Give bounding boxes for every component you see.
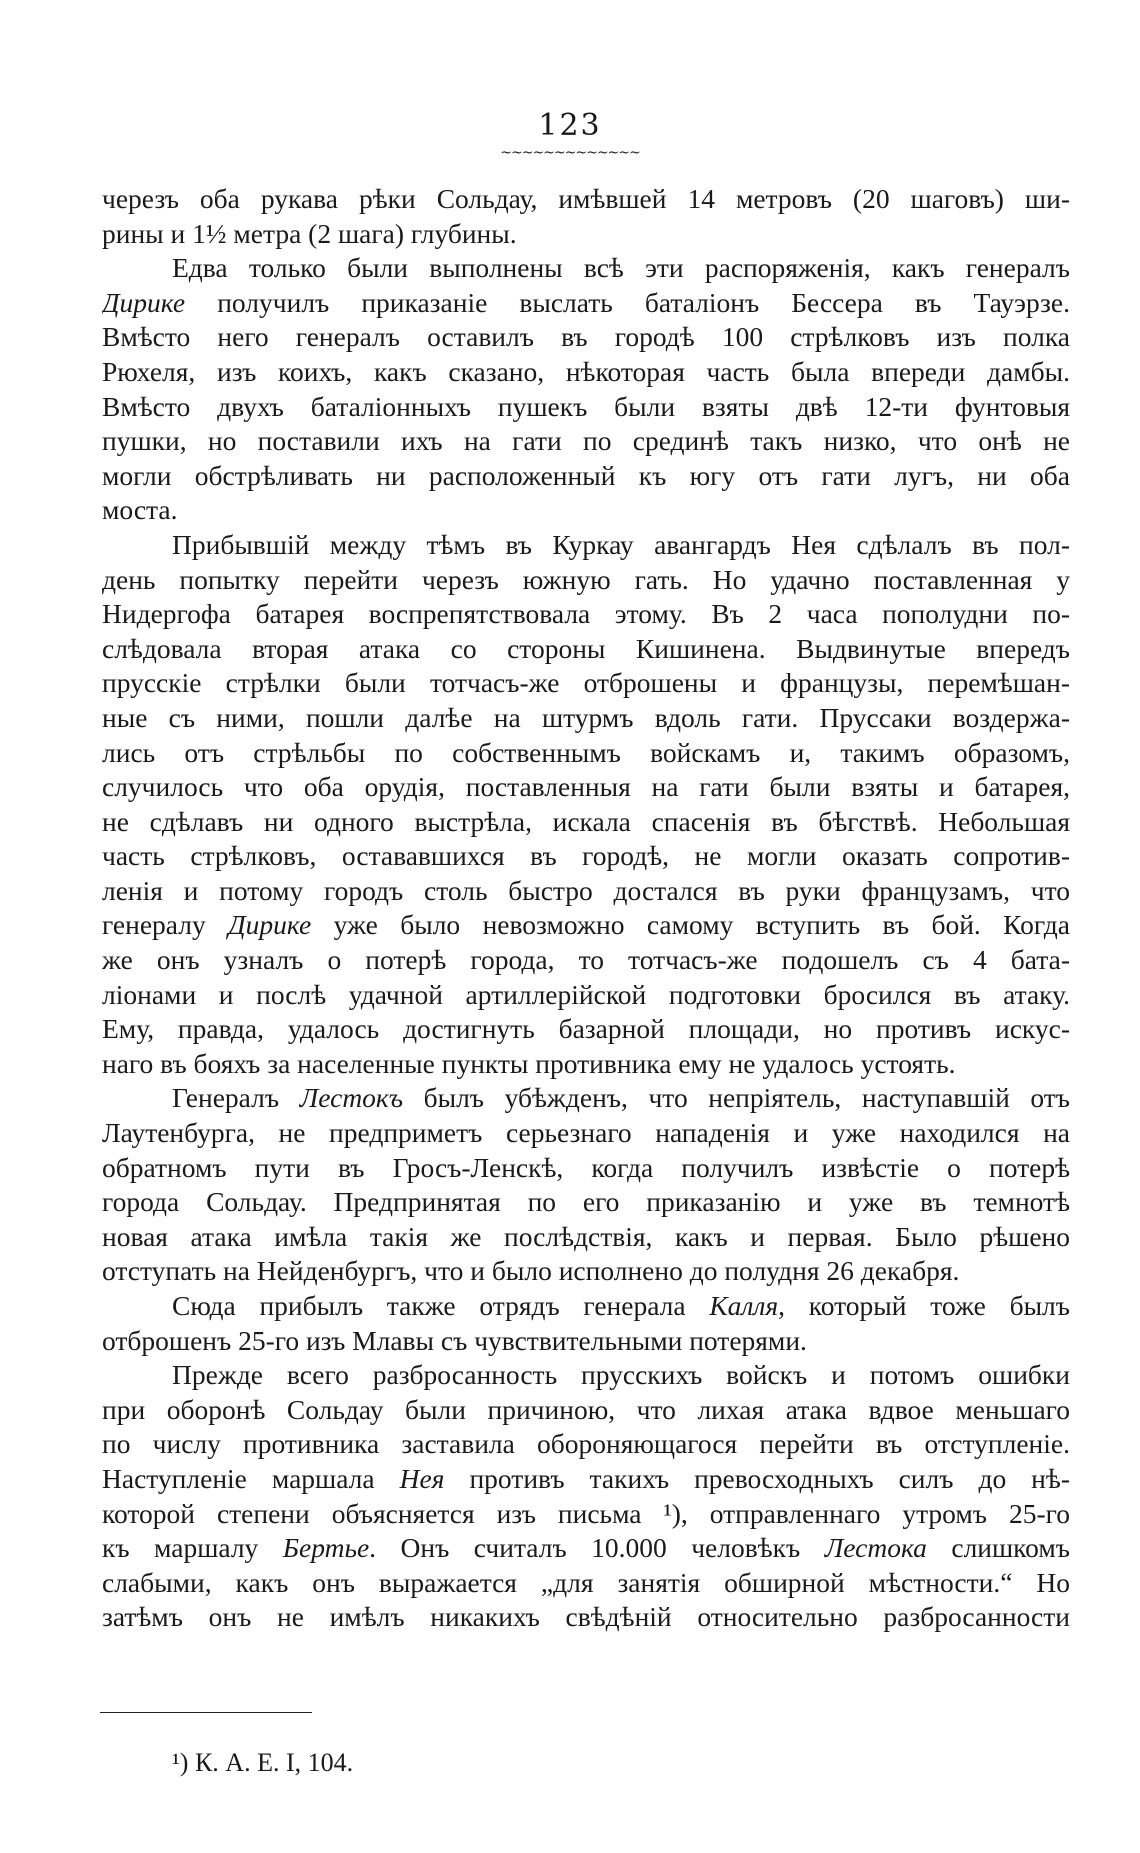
text-line: же онъ узналъ о потерѣ города, то тотчасъ-же подошелъ съ 4 бата- [102,944,1070,976]
text-line: Лаутенбурга, не предприметъ серьезнаго нападенія и уже находился на [102,1117,1070,1149]
text-line: моста. [102,494,178,526]
text-line: Дирике получилъ приказаніе выслать баталіонъ Бессера въ Тауэрзе. [102,286,1070,318]
text-line: Вмѣсто него генералъ оставилъ въ городѣ 100 стрѣлковъ изъ полка [102,321,1070,353]
text-line: Вмѣсто двухъ баталіонныхъ пушекъ были взяты двѣ 12-ти фунтовыя [102,390,1070,422]
text-line: Наступленіе маршала Нея противъ такихъ превосходныхъ силъ до нѣ- [102,1462,1070,1494]
text-line: которой степени объясняется изъ письма ¹), отправленнаго утромъ 25-го [102,1497,1070,1529]
text-line: отступать на Нейденбургъ, что и было исполнено до полудня 26 декабря. [102,1255,960,1287]
text-line: при оборонѣ Сольдау были причиною, что лихая атака вдвое меньшаго [102,1393,1070,1425]
text-line: случилось что оба орудія, поставленныя на гати были взяты и батарея, [102,771,1070,803]
text-line: затѣмъ онъ не имѣлъ никакихъ свѣдѣній относительно разбросанности [102,1601,1070,1633]
text-line: Нидергофа батарея воспрепятствовала этому. Въ 2 часа пополудни по- [102,598,1070,630]
text-line: Генералъ Лестокъ былъ убѣжденъ, что непріятель, наступавшій отъ [172,1082,1070,1114]
text-line: Едва только были выполнены всѣ эти распоряженія, какъ генералъ [172,252,1070,284]
text-line: ные съ ними, пошли далѣе на штурмъ вдоль гати. Пруссаки воздержа- [102,701,1070,733]
text-line: лись отъ стрѣльбы по собственнымъ войскамъ и, такимъ образомъ, [102,736,1070,768]
text-line: пушки, но поставили ихъ на гати по срединѣ такъ низко, что онѣ не [102,425,1070,457]
text-line: ленія и потому городъ столь быстро достался въ руки французамъ, что [102,874,1070,906]
text-line: отброшенъ 25-го изъ Млавы съ чувствительными потерями. [102,1324,807,1356]
text-line: Ему, правда, удалось достигнуть базарной площади, но противъ искус- [102,1013,1070,1045]
footnote-marker: ¹) [172,1748,189,1777]
text-line: день попытку перейти черезъ южную гать. Но удачно поставленная у [102,563,1070,595]
footnote-divider [100,1712,312,1713]
text-line: не сдѣлавъ ни одного выстрѣла, искала спасенія въ бѣгствѣ. Небольшая [102,805,1070,837]
text-line: Прежде всего разбросанность прусскихъ войскъ и потомъ ошибки [172,1359,1070,1391]
text-line: рины и 1½ метра (2 шага) глубины. [102,217,517,249]
text-line: черезъ оба рукава рѣки Сольдау, имѣвшей 14 метровъ (20 шаговъ) ши- [102,183,1070,214]
footnote-text: К. А. Е. I, 104. [194,1748,354,1777]
text-line: Рюхеля, изъ коихъ, какъ сказано, нѣкоторая часть была впереди дамбы. [102,355,1070,387]
text-line: Прибывшій между тѣмъ въ Куркау авангардъ Нея сдѣлалъ въ пол- [172,528,1070,560]
text-line: прусскіе стрѣлки были тотчасъ-же отброшены и французы, перемѣшан- [102,667,1070,699]
text-line: ліонами и послѣ удачной артиллерійской подготовки бросился въ атаку. [102,978,1070,1010]
text-line: наго въ бояхъ за населенные пункты противника ему не удалось устоять. [102,1047,956,1079]
text-line: Сюда прибылъ также отрядъ генерала Калля, который тоже былъ [172,1290,1070,1321]
page-number-ornament: ~~~~~~~~~~~~~ [500,145,640,161]
text-line: слабыми, какъ онъ выражается „для занятія обширной мѣстности.“ Но [102,1566,1070,1598]
text-line: города Сольдау. Предпринятая по его приказанію и уже въ темнотѣ [102,1186,1070,1218]
text-line: могли обстрѣливать ни расположенный къ югу отъ гати лугъ, ни оба [102,459,1070,491]
body-text [102,182,1070,1635]
text-line: по числу противника заставила обороняющагося перейти въ отступленіе. [102,1428,1070,1460]
text-line: слѣдовала вторая атака со стороны Кишинена. Выдвинутые впередъ [102,632,1070,664]
page-number: 123 [538,108,602,143]
text-line: часть стрѣлковъ, остававшихся въ городѣ, не могли оказать сопротив- [102,840,1070,872]
text-line: новая атака имѣла такія же послѣдствія, какъ и первая. Было рѣшено [102,1220,1070,1252]
text-line: генералу Дирике уже было невозможно самому вступить въ бой. Когда [102,909,1070,941]
text-line: къ маршалу Бертье. Онъ считалъ 10.000 человѣкъ Лестока слишкомъ [102,1532,1070,1564]
footnote [172,1748,353,1778]
text-line: обратномъ пути въ Гросъ-Ленскѣ, когда получилъ извѣстіе о потерѣ [102,1151,1070,1183]
